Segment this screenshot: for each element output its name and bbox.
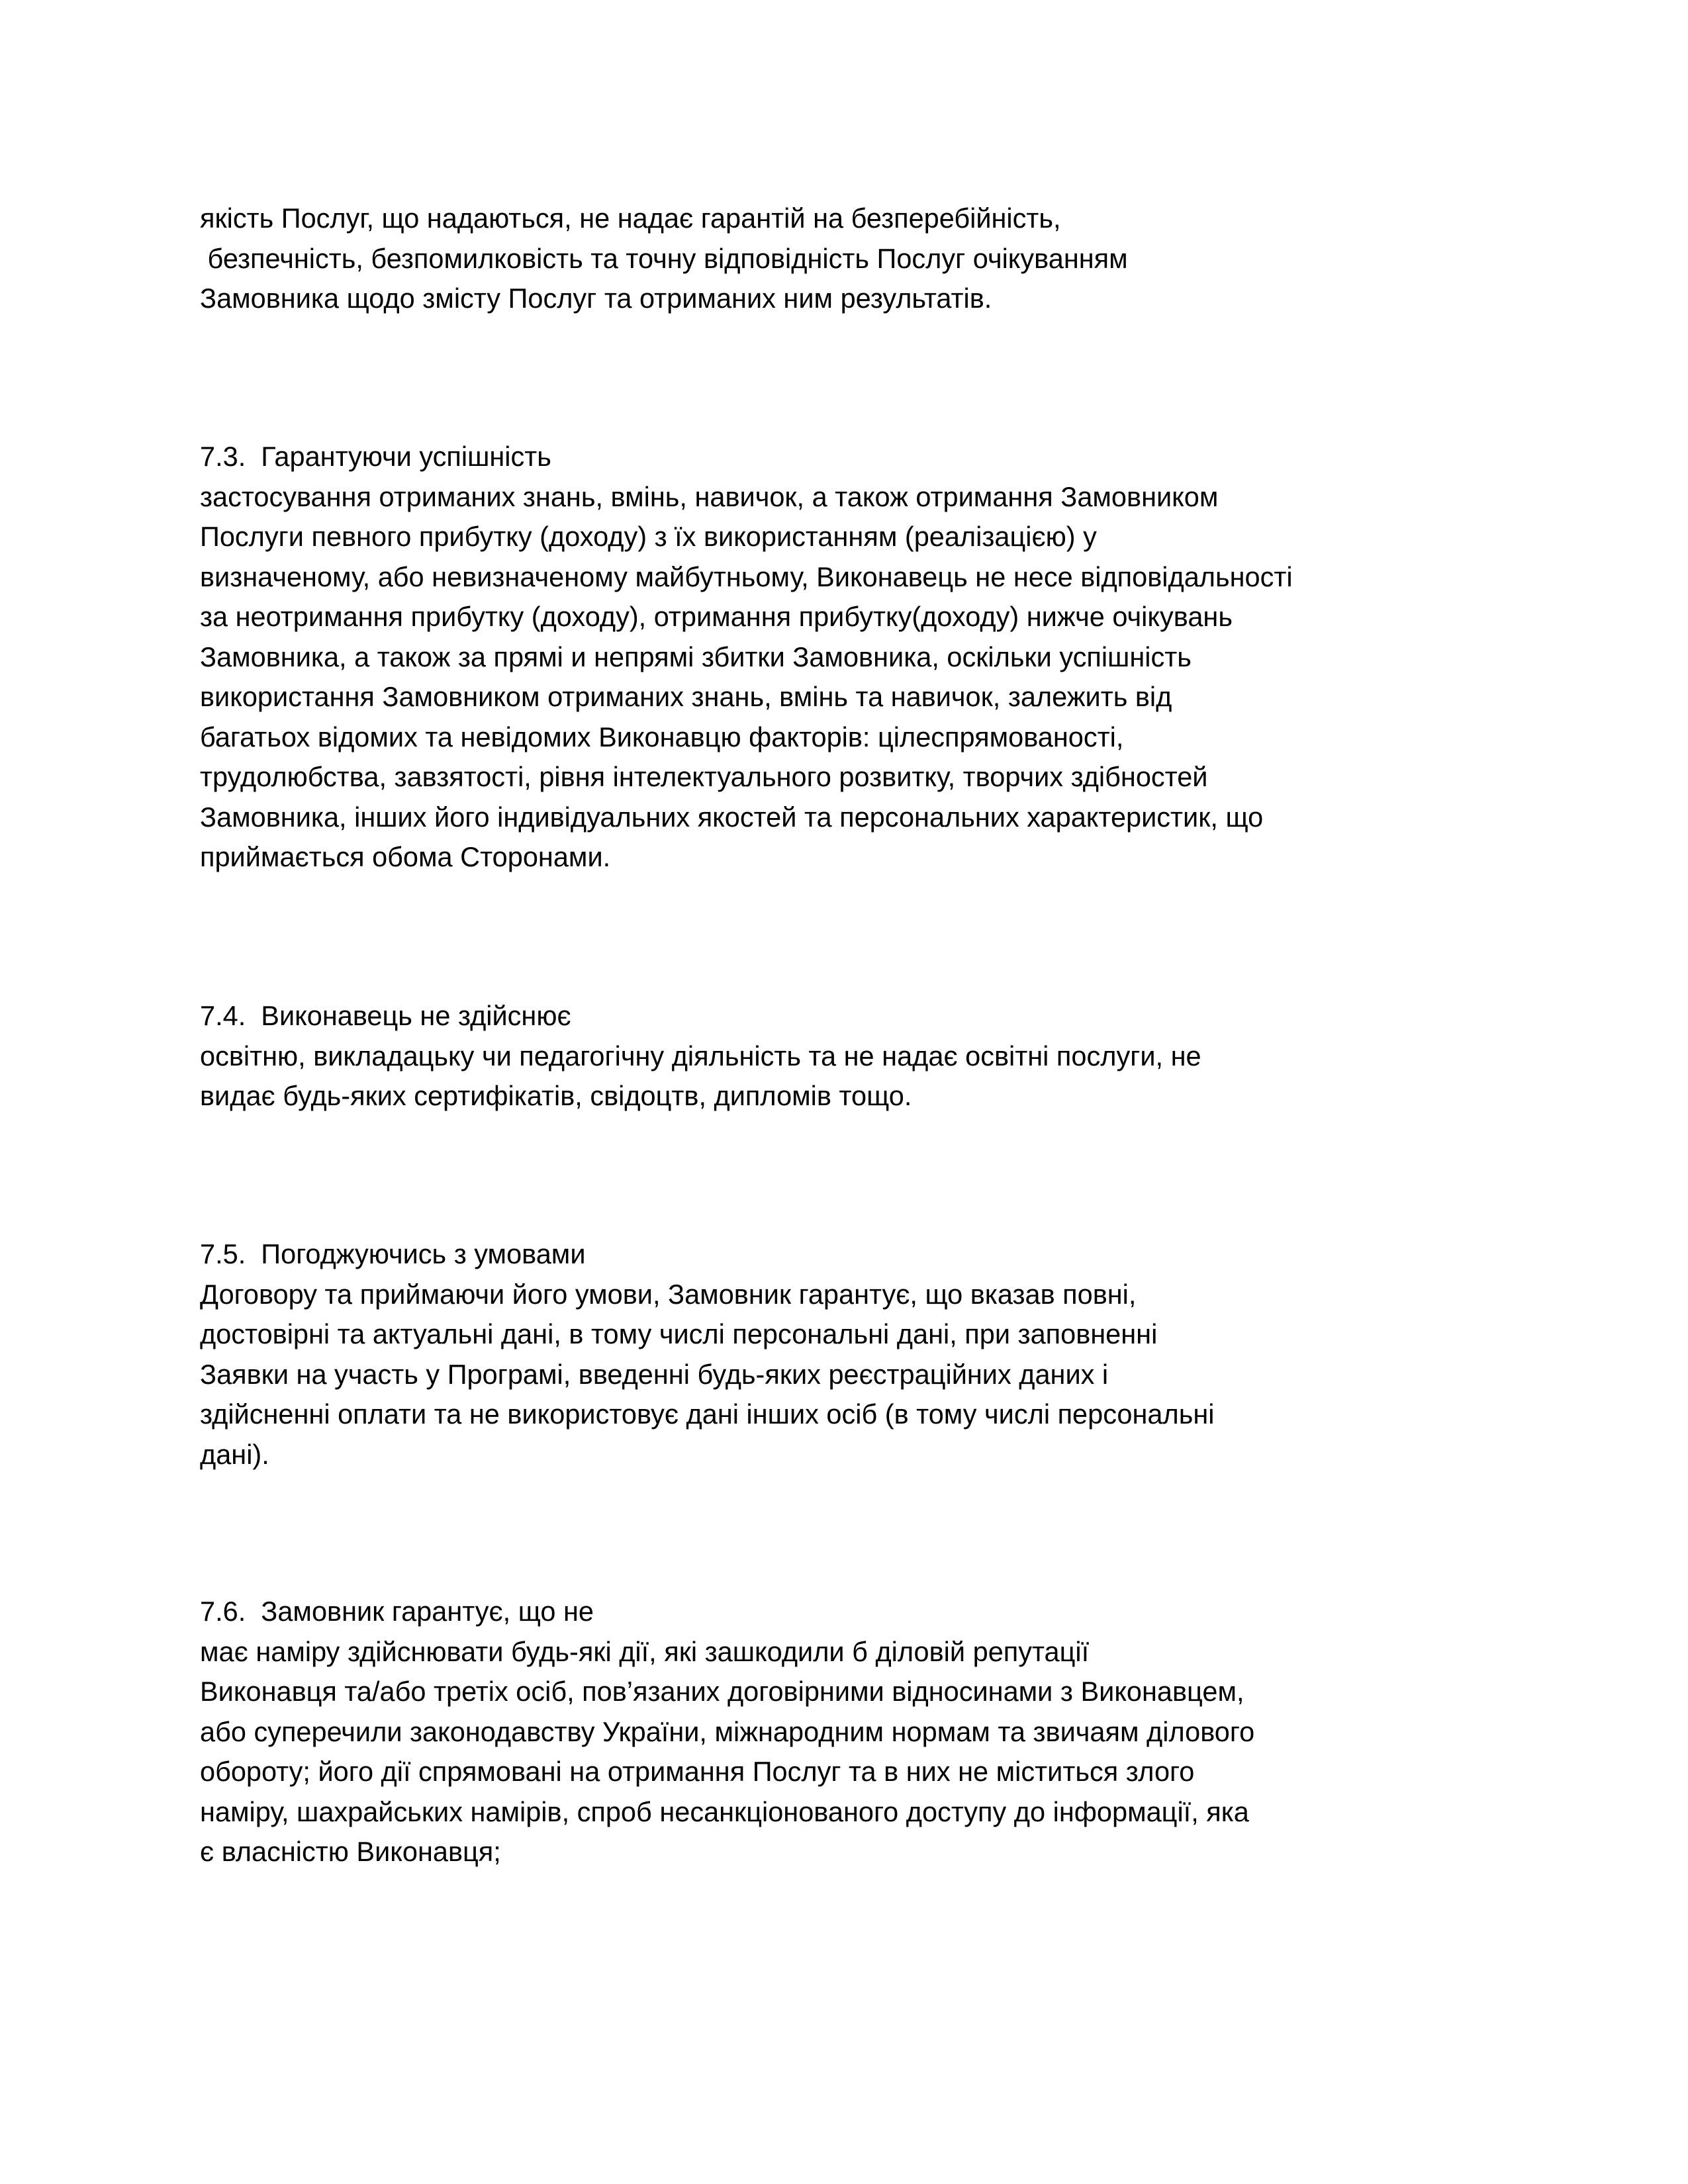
text-line: приймається обома Сторонами. xyxy=(200,841,611,872)
section-7-6 xyxy=(200,1592,1511,1872)
section-heading: 7.3. Гарантуючи успішність xyxy=(200,441,551,472)
text-line: видає будь-яких сертифікатів, свідоцтв, дипломів тощо. xyxy=(200,1080,912,1111)
section-7-3 xyxy=(200,437,1511,878)
section-heading: 7.6. Замовник гарантує, що не xyxy=(200,1596,594,1627)
text-line: або суперечили законодавству України, міжнародним нормам та звичаям ділового xyxy=(200,1715,1255,1747)
text-line: за неотримання прибутку (доходу), отримання прибутку(доходу) нижче очікувань xyxy=(200,601,1233,632)
text-line: Замовника, а також за прямі и непрямі збитки Замовника, оскільки успішність xyxy=(200,641,1192,672)
section-7-5 xyxy=(200,1234,1511,1475)
text-line: якість Послуг, що надаються, не надає гарантій на безперебійність, xyxy=(200,203,1061,234)
text-line: Послуги певного прибутку (доходу) з їх використанням (реалізацією) у xyxy=(200,521,1097,552)
text-line: має наміру здійснювати будь-які дії, які зашкодили б діловій репутації xyxy=(200,1635,1090,1667)
text-line: дані). xyxy=(200,1438,269,1470)
text-line: є власністю Виконавця; xyxy=(200,1836,501,1867)
text-line: Замовника щодо змісту Послуг та отриманих ним результатів. xyxy=(200,283,992,314)
section-heading: 7.4. Виконавець не здійснює xyxy=(200,1000,571,1031)
text-line: застосування отриманих знань, вмінь, навичок, а також отримання Замовником xyxy=(200,480,1219,512)
section-7-4 xyxy=(200,996,1511,1116)
text-line: Виконавця та/або третіх осіб, пов’язаних договірними відносинами з Виконавцем, xyxy=(200,1676,1244,1707)
text-line: Договору та приймаючи його умови, Замовник гарантує, що вказав повні, xyxy=(200,1278,1137,1310)
text-line: освітню, викладацьку чи педагогічну діяльність та не надає освітні послуги, не xyxy=(200,1040,1201,1071)
text-line: використання Замовником отриманих знань, вмінь та навичок, залежить від xyxy=(200,681,1172,712)
text-line: обороту; його дії спрямовані на отримання Послуг та в них не міститься злого xyxy=(200,1756,1195,1787)
text-line: наміру, шахрайських намірів, спроб несанкціонованого доступу до інформації, яка xyxy=(200,1796,1249,1827)
intro-paragraph xyxy=(200,199,1511,319)
text-line: безпечність, безпомилковість та точну відповідність Послуг очікуванням xyxy=(200,242,1128,274)
text-line: здійсненні оплати та не використовує дані інших осіб (в тому числі персональні xyxy=(200,1398,1215,1430)
text-line: достовірні та актуальні дані, в тому числі персональні дані, при заповненні xyxy=(200,1318,1158,1349)
text-line: Замовника, інших його індивідуальних якостей та персональних характеристик, що xyxy=(200,801,1264,833)
section-heading: 7.5. Погоджуючись з умовами xyxy=(200,1238,586,1269)
text-line: визначеному, або невизначеному майбутньому, Виконавець не несе відповідальності xyxy=(200,561,1293,592)
text-line: багатьох відомих та невідомих Виконавцю факторів: цілеспрямованості, xyxy=(200,721,1124,752)
text-line: Заявки на участь у Програмі, введенні будь-яких реєстраційних даних і xyxy=(200,1358,1109,1390)
text-line: трудолюбства, завзятості, рівня інтелектуального розвитку, творчих здібностей xyxy=(200,761,1208,792)
